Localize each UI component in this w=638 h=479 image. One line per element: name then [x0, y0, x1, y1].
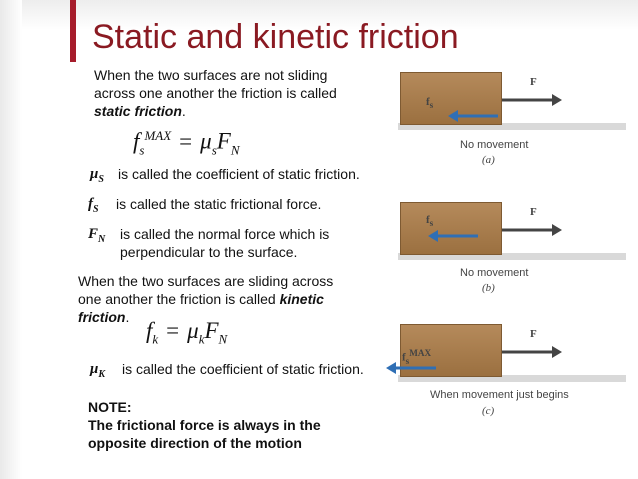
force-label: F: [530, 76, 537, 88]
friction-label-f: f: [426, 214, 430, 226]
panel-letter: (a): [482, 154, 495, 166]
friction-label-f: f: [402, 351, 406, 364]
def-mu-s-sub: S: [98, 174, 104, 185]
panel-caption: When movement just begins: [430, 389, 569, 401]
def-mu-s-text: is called the coefficient of static friction.: [118, 166, 360, 182]
def-f-n-sym: F: [88, 226, 99, 242]
kinetic-intro-period: .: [125, 309, 130, 325]
frame-left: [0, 0, 22, 479]
kinetic-term-b: friction: [78, 309, 126, 325]
formula-f-sup: MAX: [144, 128, 172, 143]
note-line1: The frictional force is always in the: [88, 417, 321, 433]
force-label: F: [530, 328, 537, 340]
friction-label: [426, 96, 433, 110]
formula-f: f: [133, 128, 140, 154]
static-intro: [94, 66, 337, 120]
formula-mu-sub: s: [211, 142, 217, 158]
def-f-s-sym: f: [88, 196, 93, 212]
friction-force-arrow: [448, 110, 498, 122]
diagram-panel-b: [398, 196, 626, 318]
applied-force-arrow: [502, 224, 562, 236]
def-f-s-symbol: [88, 196, 99, 215]
def-f-n-sub: N: [98, 234, 106, 245]
diagram-panel-c: [398, 318, 626, 440]
def-f-n-line1: is called the normal force which is: [120, 226, 330, 242]
def-mu-k-sym: μ: [90, 361, 99, 377]
kinetic-friction-formula: [146, 318, 227, 348]
def-f-s-sub: S: [93, 204, 99, 215]
static-intro-period: .: [181, 103, 186, 119]
static-intro-line1: When the two surfaces are not sliding: [94, 67, 328, 83]
note-line2: opposite direction of the motion: [88, 435, 302, 451]
friction-force-arrow: [428, 230, 478, 242]
applied-force-arrow: [502, 346, 562, 358]
def-f-n-line2: perpendicular to the surface.: [120, 244, 298, 260]
diagram-panel-a: [398, 66, 626, 188]
def-f-n-text: [120, 225, 329, 261]
def-f-n-symbol: [88, 226, 105, 245]
kformula-equals: =: [166, 318, 180, 343]
friction-label: [402, 348, 431, 366]
kformula-f: f: [146, 318, 153, 343]
applied-force-arrow: [502, 94, 562, 106]
def-mu-k-sub: K: [98, 369, 106, 380]
force-label: F: [530, 206, 537, 218]
panel-caption: No movement: [460, 139, 529, 151]
formula-mu: μ: [200, 128, 212, 154]
kinetic-intro-line1: When the two surfaces are sliding across: [78, 273, 334, 289]
note-label: NOTE:: [88, 399, 132, 415]
kformula-mu-sub: k: [198, 331, 205, 347]
slide-title: Static and kinetic friction: [92, 18, 459, 56]
def-f-s-text: is called the static frictional force.: [116, 196, 322, 212]
friction-label-sub: s: [405, 355, 410, 366]
title-accent-bar: [70, 0, 76, 62]
kformula-F-sub: N: [218, 331, 228, 347]
formula-F: F: [216, 128, 231, 154]
friction-label: [426, 214, 433, 228]
kformula-mu: μ: [187, 318, 199, 343]
def-mu-k-symbol: [90, 361, 105, 380]
panel-caption: No movement: [460, 267, 529, 279]
friction-label-sub: s: [429, 100, 434, 111]
friction-label-sup: MAX: [409, 348, 432, 358]
static-intro-line2: across one another the friction is called: [94, 85, 337, 101]
kinetic-intro-line2: one another the friction is called: [78, 291, 280, 307]
formula-F-sub: N: [230, 142, 240, 158]
def-mu-s-sym: μ: [90, 166, 99, 182]
kformula-F: F: [204, 318, 219, 343]
wooden-block: [400, 202, 502, 255]
formula-f-sub: s: [139, 142, 145, 158]
kformula-f-sub: k: [152, 331, 159, 347]
panel-letter: (c): [482, 405, 495, 417]
static-friction-formula: [133, 128, 240, 158]
panel-letter: (b): [482, 282, 495, 294]
static-friction-term: static friction: [94, 103, 182, 119]
kinetic-term-a: kinetic: [279, 291, 324, 307]
def-mu-s-symbol: [90, 166, 104, 185]
def-mu-k-text: is called the coefficient of static friction.: [122, 361, 364, 377]
formula-equals: =: [179, 128, 193, 154]
note-box: [88, 398, 321, 452]
friction-label-sub: s: [429, 218, 434, 229]
friction-label-f: f: [426, 96, 430, 108]
